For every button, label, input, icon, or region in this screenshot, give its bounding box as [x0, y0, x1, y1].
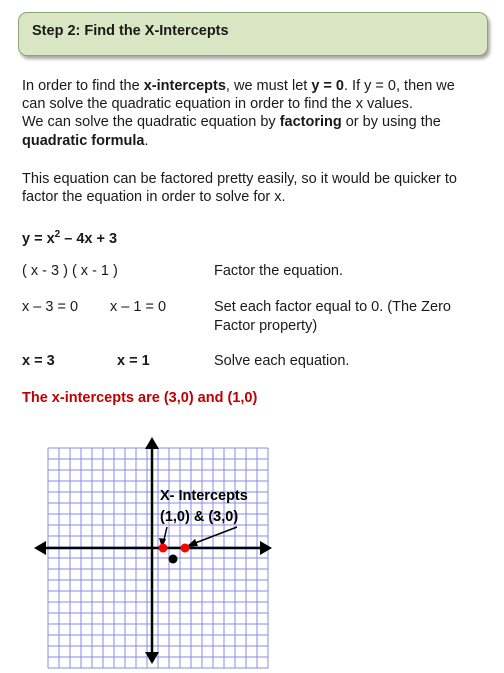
para2-line-1: This equation can be factored pretty easily, so it would be quicker to — [22, 171, 457, 187]
reference-point — [169, 555, 178, 564]
graph-label-points: (1,0) & (3,0) — [160, 509, 239, 525]
intro-text: In order to find the — [22, 78, 144, 94]
equation-exponent: 2 — [54, 229, 61, 240]
intro-text: , we must let — [225, 78, 312, 94]
x-axis-right-arrow — [260, 541, 272, 555]
intro-text: or by using the — [341, 114, 441, 130]
intro-term-quadratic-formula: quadratic formula — [22, 133, 145, 149]
y-axis-up-arrow — [145, 437, 159, 449]
intro-text: We can solve the quadratic equation by — [22, 114, 280, 130]
conclusion-text: The x-intercepts are (3,0) and (1,0) — [22, 390, 258, 406]
intro-line-2: can solve the quadratic equation in order to find the x values. — [22, 96, 413, 112]
x-axis-left-arrow — [34, 541, 46, 555]
step-zero-desc-2: Factor property) — [214, 318, 318, 334]
step-solve-desc: Solve each equation. — [214, 353, 350, 369]
step-zero-desc-1: Set each factor equal to 0. (The Zero — [214, 299, 451, 315]
solution-2: x = 1 — [117, 353, 150, 369]
step-factored-form: ( x - 3 ) ( x - 1 ) — [22, 263, 118, 279]
step-factor-1-eq: x – 3 = 0 — [22, 299, 79, 315]
equation-prefix: y = x — [22, 230, 55, 247]
intro-text: . — [144, 133, 149, 149]
graph-label-title: X- Intercepts — [160, 488, 248, 504]
para2-line-2: factor the equation in order to solve for x. — [22, 189, 286, 205]
step-factor-desc: Factor the equation. — [214, 263, 343, 279]
step-factor-2-eq: x – 1 = 0 — [110, 299, 167, 315]
step-title: Step 2: Find the X-Intercepts — [32, 23, 229, 39]
solution-1: x = 3 — [22, 353, 55, 369]
graph-grid — [48, 448, 268, 668]
equation-suffix: – 4x + 3 — [60, 230, 118, 247]
intro-term-y-zero: y = 0 — [311, 78, 344, 94]
intro-text: . If y = 0, then we — [344, 78, 455, 94]
x-intercept-point-1 — [159, 544, 168, 553]
x-intercept-point-3 — [181, 544, 190, 553]
intro-term-x-intercepts: x-intercepts — [143, 78, 226, 94]
intro-term-factoring: factoring — [279, 114, 342, 130]
